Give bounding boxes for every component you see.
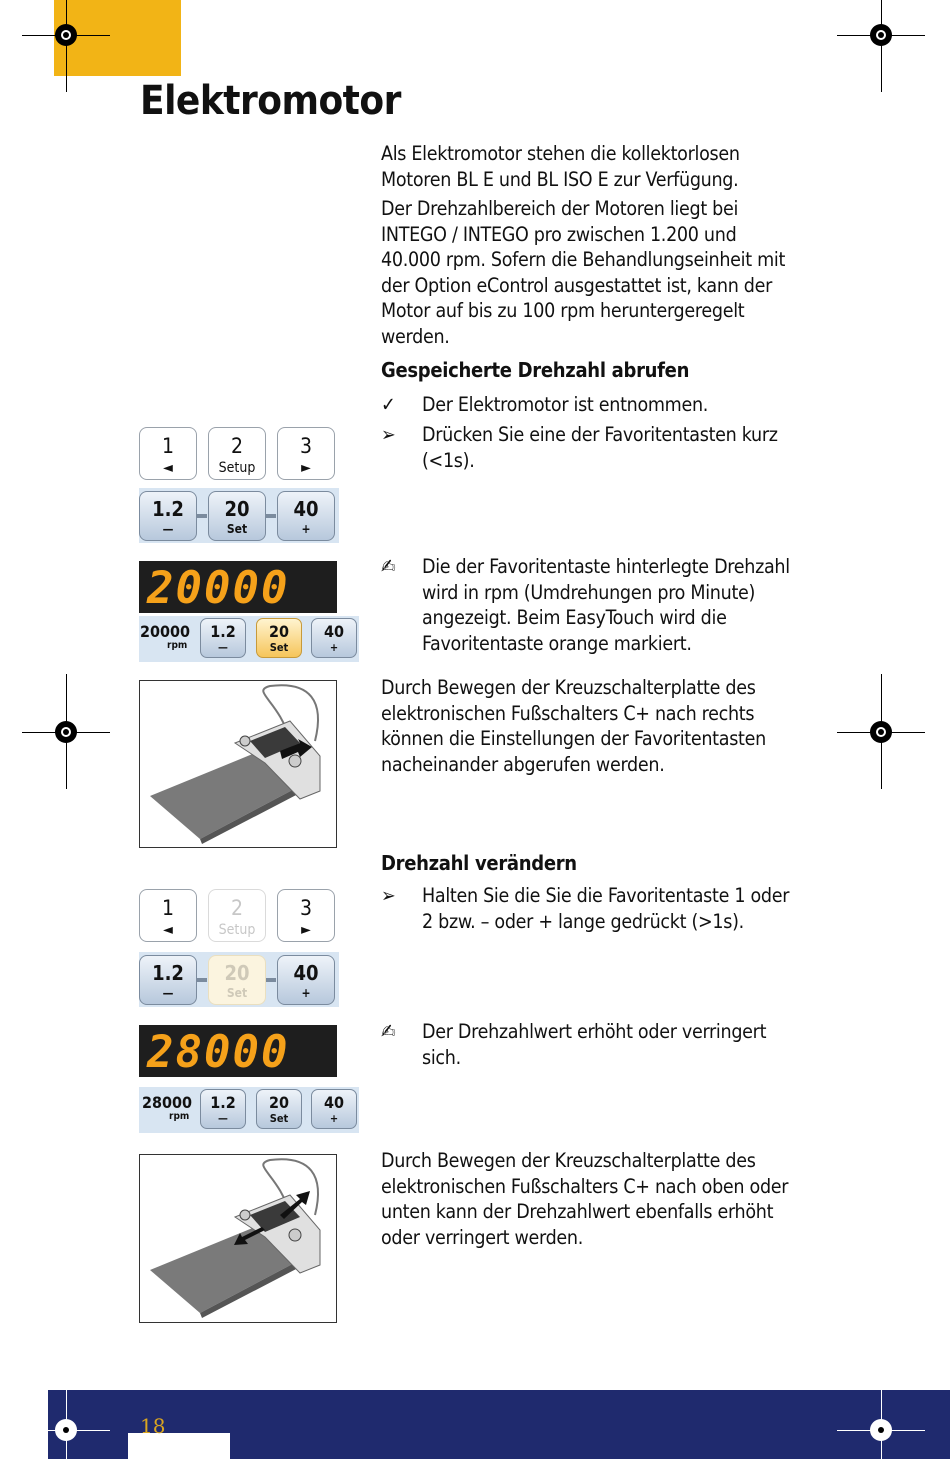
page-number: 18 — [140, 1414, 166, 1438]
key-1 — [139, 889, 197, 942]
key-label: Set — [269, 641, 289, 654]
intro-paragraph-2 — [381, 196, 796, 350]
key-number: 1.2 — [210, 622, 236, 641]
foot-switch-icon — [140, 1155, 335, 1320]
key-number: 40 — [323, 622, 345, 641]
section1-result-item — [381, 554, 796, 656]
easy-key-1 — [200, 618, 246, 658]
rpm-value: 20000 — [139, 622, 191, 641]
arrow-bullet-icon: ➢ — [381, 884, 396, 907]
favorite-keys-bar — [139, 488, 339, 543]
key-number: 40 — [293, 497, 319, 521]
fav-key-2 — [208, 491, 266, 541]
section1-heading: Gespeicherte Drehzahl abrufen — [381, 358, 690, 382]
display-digits: 20000 — [147, 563, 290, 614]
easy-key-2 — [256, 1089, 302, 1129]
intro-paragraph-1 — [381, 141, 796, 192]
section1-para-text: Durch Bewegen der Kreuzschalterplatte des elektronischen Fußschalters C+ nach rechts können die Einstellungen der Favoritentasten nacheinander abgerufen werden. — [381, 676, 766, 776]
key-label: ◄ — [163, 460, 173, 476]
foot-switch-icon — [140, 681, 335, 846]
easy-key-3 — [311, 1089, 357, 1129]
section1-action-item — [381, 422, 796, 473]
action-text: Halten Sie die Sie die Favoritentaste 1 oder 2 bzw. – oder + lange gedrückt (>1s). — [422, 884, 790, 933]
key-label: Set — [269, 1112, 289, 1125]
key-label: Setup — [218, 922, 256, 938]
connector — [197, 978, 207, 982]
display-digits: 28000 — [147, 1027, 290, 1078]
key-label: — — [218, 641, 228, 654]
section1-check-item — [381, 392, 796, 418]
key-2 — [208, 427, 266, 480]
seven-segment-display-2 — [139, 1025, 337, 1077]
key-3 — [277, 889, 335, 942]
page-title: Elektromotor — [140, 78, 401, 124]
key-number: 1 — [161, 434, 175, 458]
arrow-bullet-icon: ➢ — [381, 423, 396, 446]
key-number: 20 — [268, 1093, 290, 1112]
key-number: 3 — [299, 434, 313, 458]
result-hand-icon: ✍ — [381, 1020, 396, 1043]
intro-text-1: Als Elektromotor stehen die kollektorlosen Motoren BL E und BL ISO E zur Verfügung. — [381, 142, 740, 191]
result-hand-icon: ✍ — [381, 555, 396, 578]
key-label: ◄ — [163, 922, 173, 938]
key-number: 1 — [161, 896, 175, 920]
key-number: 2 — [230, 896, 244, 920]
connector — [197, 514, 207, 518]
key-1 — [139, 427, 197, 480]
key-label: + — [329, 641, 339, 654]
section2-action-item — [381, 883, 796, 934]
key-number: 20 — [224, 961, 250, 985]
key-number: 20 — [268, 622, 290, 641]
rpm-value: 28000 — [141, 1093, 193, 1112]
key-label: ► — [301, 922, 311, 938]
key-label: + — [301, 522, 311, 536]
key-number: 1.2 — [152, 497, 184, 521]
key-label: — — [162, 522, 174, 536]
section2-paragraph — [381, 1148, 796, 1250]
seven-segment-display-1 — [139, 561, 337, 613]
key-2-inactive — [208, 889, 266, 942]
key-label: Set — [226, 986, 248, 1000]
check-icon: ✓ — [381, 393, 396, 416]
key-number: 1.2 — [210, 1093, 236, 1112]
key-number: 3 — [299, 896, 313, 920]
key-number: 40 — [323, 1093, 345, 1112]
rpm-unit: rpm — [169, 1111, 190, 1122]
connector — [266, 514, 276, 518]
section2-para-text: Durch Bewegen der Kreuzschalterplatte des elektronischen Fußschalters C+ nach oben oder unten kann der Drehzahlwert ebenfalls erhöht oder verringert werden. — [381, 1149, 789, 1249]
favorite-keys-bar — [139, 952, 339, 1007]
section2-result-item — [381, 1019, 796, 1070]
fav-key-2-inactive — [208, 955, 266, 1005]
section2-heading: Drehzahl verändern — [381, 851, 577, 875]
result-text: Der Drehzahlwert erhöht oder verringert sich. — [422, 1020, 767, 1069]
key-label: ► — [301, 460, 311, 476]
key-label: — — [162, 986, 174, 1000]
intro-text-2: Der Drehzahlbereich der Motoren liegt bei INTEGO / INTEGO pro zwischen 1.200 und 40.000 rpm. Sofern die Behandlungseinheit mit der Option eControl ausgestattet ist, kann der Motor auf bis zu 100 rpm heruntergeregelt werden. — [381, 197, 786, 348]
fav-key-1 — [139, 491, 197, 541]
easytouch-bar-1 — [139, 616, 359, 662]
key-label: + — [329, 1112, 339, 1125]
fav-key-1 — [139, 955, 197, 1005]
key-3 — [277, 427, 335, 480]
key-label: Set — [226, 522, 248, 536]
connector — [266, 978, 276, 982]
easy-key-3 — [311, 618, 357, 658]
fav-key-3 — [277, 491, 335, 541]
easy-key-2-highlighted — [256, 618, 302, 658]
result-text: Die der Favoritentaste hinterlegte Drehzahl wird in rpm (Umdrehungen pro Minute) angezeigt. Beim EasyTouch wird die Favoritentaste orange markiert. — [422, 555, 790, 655]
foot-switch-illustration-1 — [139, 680, 337, 848]
foot-switch-illustration-2 — [139, 1154, 337, 1323]
easy-key-1 — [200, 1089, 246, 1129]
check-text: Der Elektromotor ist entnommen. — [422, 393, 709, 416]
key-number: 20 — [224, 497, 250, 521]
action-text: Drücken Sie eine der Favoritentasten kurz (<1s). — [422, 423, 778, 472]
key-label: + — [301, 986, 311, 1000]
key-number: 2 — [230, 434, 244, 458]
rpm-unit: rpm — [167, 640, 188, 651]
key-label: Setup — [218, 460, 256, 476]
key-number: 40 — [293, 961, 319, 985]
key-number: 1.2 — [152, 961, 184, 985]
fav-key-3 — [277, 955, 335, 1005]
key-label: — — [218, 1112, 228, 1125]
section1-paragraph — [381, 675, 796, 777]
easytouch-bar-2 — [139, 1087, 359, 1133]
